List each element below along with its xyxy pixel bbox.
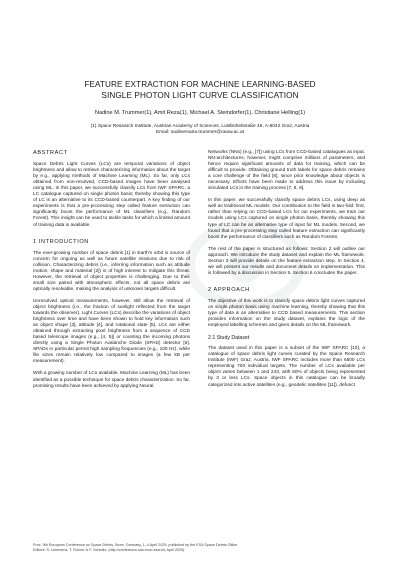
email: Email: nadinemaria.trummer@oeaw.ac.at: [155, 130, 245, 136]
intro-paragraph-6: The rest of the paper is structured as follows: Section 2 will outline our approach. We introduce the study dataset and explain the ML framework. Section 3 will provide details on the feature extraction step. In Section 4, we will present our results and document details on implementation. This is followed by a discussion in Section 5. Section 6 concludes the paper.: [208, 246, 365, 276]
approach-paragraph-1: The objective of this work is to classify space debris light curves captured on single photon basis using machine learning, thereby showing that this type of data is an alternative to CCD based measurements. This section provides information on the study dataset, explains the logic of the employed labelling schemes and gives details on the ML framework.: [208, 298, 365, 329]
left-column: [33, 150, 190, 396]
intro-paragraph-3: With a growing number of LCs available, Machine Learning (ML) has been identified as a possible technique for space debris characterization. So far, promising results have been achieved by applying Neural: [33, 371, 190, 389]
approach-heading: 2 APPROACH: [208, 286, 250, 293]
affiliation-block: [30, 124, 370, 137]
right-column: [208, 150, 365, 395]
intro-paragraph-2: Unresolved optical measurements, however, still allow the retrieval of object brightness (i.e., the fraction of sunlight reflected from the target towards the observer). Light Curves (LCs) describe the variations of object brightness over time and have been shown to hold key information such as object shape [3], attitude [4], and rotational state [5]. LCs are either obtained through extracting pixel brightness from a sequence of CCD based telescope images (e.g., [4, 5]) or counting the incoming photons directly using a Single Photon Avalanche Diode (SPAD) detector [6]. SPADs in particular permit high sampling frequencies (e.g., 100 Hz), while file sizes remain relatively low compared to images (a few kB per measurement).: [33, 298, 190, 365]
approach-paragraph-2: The dataset used in this paper is a subset of the IWF SPARC [10], a catalogue of space debris light curves curated by the Space Research Institute (IWF) Graz, Austria. IWF SPARC includes more than 6500 LCs representing 700 individual targets. The number of LCs available per object varies between 1 and 243, with 60% of objects being represented by 3 or less LCs. Space objects in this catalogue can be broadly categorized into active satellites (e.g., geodetic satellites [11]), defunct: [208, 346, 365, 388]
page-footer: [33, 543, 368, 553]
introduction-heading: 1 INTRODUCTION: [33, 238, 89, 245]
paper-title: [40, 80, 360, 101]
title-line-1: FEATURE EXTRACTION FOR MACHINE LEARNING-BASED: [84, 80, 316, 89]
intro-paragraph-5: In this paper, we successfully classify space debris LCs, using deep as well as traditional ML models. Our contribution to the field is two-fold: first, rather than relying on CCD-based LCs for our experiments, we train our models using LCs captured on single photon basis, thereby showing this type of LC can be an alternative type of input for ML models. Second, we found that a pre-processing step called feature extraction can significantly boost the performance of classifiers such as Random Forests.: [208, 198, 365, 240]
intro-paragraph-1: The ever-growing number of space debris [1] in Earth's orbit is source of concern for ongoing as well as future satellite missions due to risk of collision. Characterizing debris (i.e., inferring information such as attitude motion, shape and material [2]) is of high interest to mitigate this threat. However, the retrieval of object properties is challenging. Due to their small size paired with atmospheric effects, not all space debris are optically resolvable, making the analysis of unknown targets difficult.: [33, 250, 190, 292]
footer-editors: Editors: S. Lemmens, T. Flohrer & F. Schmitz, (http://conference.sdo.esoc.esa.int, April 2025): [33, 548, 185, 552]
intro-paragraph-4: Networks (NNs) (e.g., [7]) using LCs from CCD-based catalogues as input. NN-architectures, however, might comprise millions of parameters, and hence require significant amounts of data for training, which can be difficult to provide. Obtaining ground truth labels for space debris remains a core challenge of the field [8], since prior knowledge about objects is necessary. Efforts have been made to address this issue by including simulated LCs in the training process [7, 8, 9].: [208, 150, 365, 192]
title-line-2: SINGLE PHOTON LIGHT CURVE CLASSIFICATION: [101, 90, 299, 100]
abstract-text: Space Debris Light Curves (LCs) are temporal variations of object brightness and allow to retrieve characterizing information about the target by e.g., applying methods of Machine Learning (ML). So far, only LCs obtained from non-resolved, CCD-based images have been analysed using ML. In this paper, we successfully classify LCs from IWF SPARC, a LC catalogue captured on single photon basis; thereby showing this type of LC is an alternative to its CCD-based counterpart. A key finding of our experiments is that a pre-processing step called feature extraction can significantly boost the performance of ML classifiers (e.g., Random Forest). This insight can be used to tackle tasks for which a limited amount of training data is available.: [33, 162, 190, 228]
abstract-heading: ABSTRACT: [33, 150, 68, 156]
footer-proceedings: Proc. 9th European Conference on Space Debris, Bonn, Germany, 1–4 April 2025, published by the ESA Space Debris Office: [33, 543, 238, 547]
affiliation: (1) Space Research Institute, Austrian Academy of Sciences, Lustbühelstraße 46, A-8042 Graz, Austria: [90, 124, 310, 129]
study-dataset-heading: 2.1 Study Dataset: [208, 335, 250, 342]
author-list: Nadine M. Trummer(1), Amit Reza(1), Michael A. Steindorfer(1), Christiane Helling(1): [94, 110, 306, 116]
